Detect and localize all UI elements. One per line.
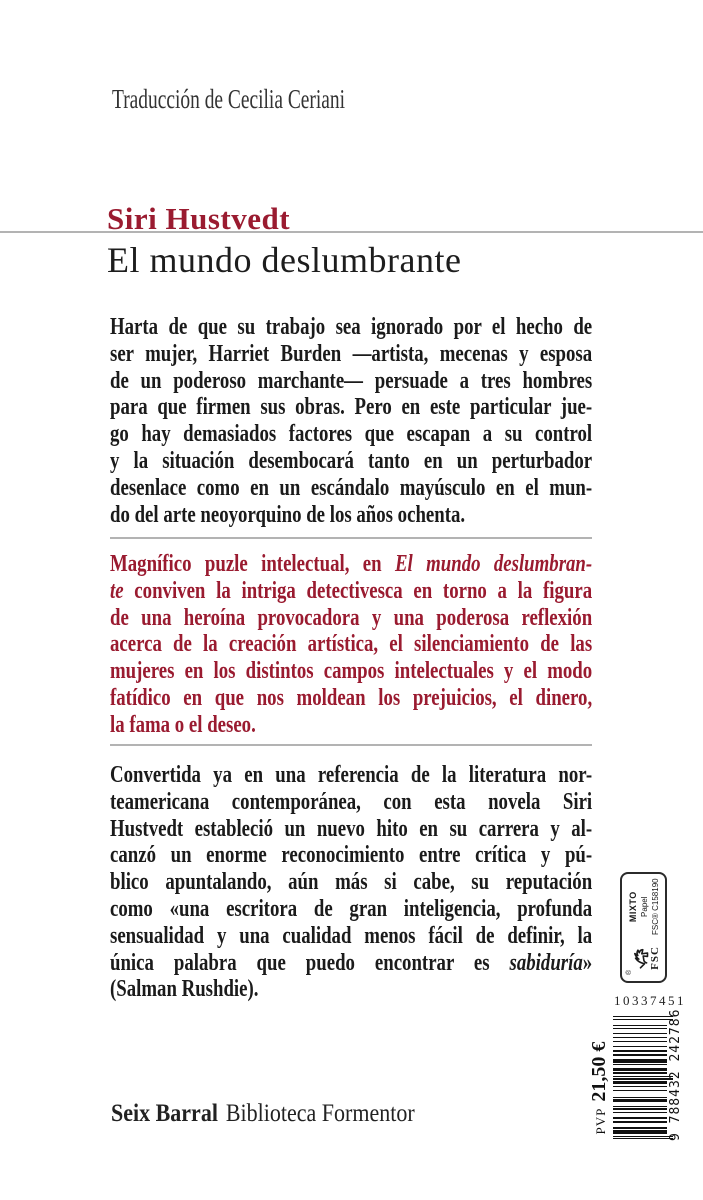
barcode-bar	[613, 1019, 673, 1020]
registered-mark: ®	[626, 969, 633, 975]
synopsis-paragraph	[110, 314, 592, 528]
barcode-bar	[613, 1072, 667, 1075]
barcode-bar	[613, 1130, 667, 1134]
price-amount: 21,50 €	[588, 1041, 610, 1102]
barcode-bar	[613, 1127, 667, 1130]
publisher-collection: Biblioteca Formentor	[225, 1100, 415, 1127]
barcode-bar	[613, 1059, 667, 1063]
text-line: sensualidad y una cualidad menos fácil de definir, la	[110, 922, 593, 949]
text-line: Harta de que su trabajo sea ignorado por el hecho de	[110, 314, 593, 340]
text-line: Hustvedt estableció un nuevo hito en su carrera y al-	[110, 815, 593, 842]
text-line: única palabra que puedo encontrar es sabiduría»	[110, 949, 593, 976]
price-label: PVP	[593, 1107, 608, 1135]
barcode-bar	[613, 1041, 667, 1042]
text-line: de una heroína provocadora y una poderosa reflexión	[110, 604, 593, 631]
barcode-bar	[613, 1106, 667, 1107]
text-line: ser mujer, Harriet Burden —artista, mecenas y esposa	[110, 340, 593, 367]
barcode-bar	[613, 1099, 667, 1102]
barcode-digits: 9 788432 242786	[668, 1008, 683, 1141]
review-paragraph	[110, 551, 592, 739]
barcode-bar	[613, 1037, 667, 1038]
divider-rule	[110, 537, 592, 539]
publisher-line	[111, 1100, 415, 1128]
text-line: para que firmen sus obras. Pero en este particular jue-	[110, 394, 593, 421]
text-line: te conviven la intriga detectivesca en torno a la figura	[110, 577, 593, 604]
barcode-bar	[613, 1064, 667, 1065]
barcode-bar	[613, 1112, 667, 1113]
barcode-bar	[613, 1090, 667, 1091]
text-line: desenlace como en un escándalo mayúsculo en el mun-	[110, 474, 593, 501]
text-line: acerca de la creación artística, el silenciamiento de las	[110, 631, 593, 658]
fsc-brand: FSC	[648, 946, 661, 970]
barcode-bar	[613, 1050, 667, 1053]
barcode-bar	[613, 1016, 673, 1017]
divider-rule	[110, 744, 592, 746]
barcode-bar	[613, 1117, 667, 1118]
barcode-bar	[613, 1121, 667, 1122]
barcode-bar	[613, 1033, 667, 1034]
barcode-bar	[613, 1068, 667, 1071]
barcode-bar	[613, 1078, 673, 1079]
barcode-bar	[613, 1136, 673, 1137]
price	[588, 1038, 612, 1138]
barcode-bar	[613, 1054, 667, 1057]
barcode-bar	[613, 1076, 673, 1077]
barcode-bar	[613, 1138, 673, 1139]
text-line: (Salman Rushdie).	[110, 976, 259, 1003]
barcode-bar	[613, 1046, 667, 1047]
barcode-bar	[613, 1108, 667, 1109]
fsc-tree-checkmark-icon	[628, 946, 650, 970]
author-name: Siri Hustvedt	[107, 201, 291, 236]
text-line: la fama o el deseo.	[110, 711, 256, 738]
text-line: teamericana contemporánea, con esta novela Siri	[110, 788, 593, 815]
praise-paragraph	[110, 762, 592, 1003]
divider-rule	[0, 231, 703, 233]
barcode-bar	[613, 1097, 667, 1098]
barcode-bar	[613, 1025, 667, 1026]
text-line: Convertida ya en una referencia de la literatura nor-	[110, 762, 593, 788]
publisher-imprint: Seix Barral	[111, 1100, 218, 1127]
book-title: El mundo deslumbrante	[107, 240, 462, 280]
fsc-cert-type: MIXTO	[627, 891, 638, 923]
translation-credit: Traducción de Cecilia Ceriani	[112, 84, 346, 114]
barcode-bar	[613, 1086, 667, 1087]
text-line: de un poderoso marchante— persuade a tres hombres	[110, 367, 593, 394]
text-line: mujeres en los distintos campos intelectuales y el modo	[110, 658, 593, 685]
text-line: canzó un enorme reconocimiento entre crítica y pú-	[110, 842, 593, 869]
barcode	[613, 1016, 675, 1140]
text-line: Magnífico puzle intelectual, en El mundo deslumbran-	[110, 551, 593, 577]
text-line: do del arte neoyorquino de los años ochenta.	[110, 501, 466, 528]
text-line: blico apuntalando, aún más si cabe, su reputación	[110, 869, 593, 896]
fsc-certification-label	[620, 872, 667, 983]
text-line: go hay demasiados factores que escapan a su control	[110, 421, 593, 448]
barcode-bar	[613, 1081, 667, 1084]
fsc-license-code: FSC® C158190	[650, 878, 660, 935]
fsc-material: Papel	[639, 896, 649, 917]
text-line: como «una escritora de gran inteligencia, profunda	[110, 895, 593, 922]
barcode-bar	[613, 1028, 667, 1029]
product-code: 10337451	[614, 993, 686, 1008]
text-line: y la situación desembocará tanto en un perturbador	[110, 447, 593, 474]
fsc-label-text	[628, 878, 660, 935]
fsc-logo	[625, 940, 662, 976]
text-line: fatídico en que nos moldean los prejuicios, el dinero,	[110, 684, 593, 711]
